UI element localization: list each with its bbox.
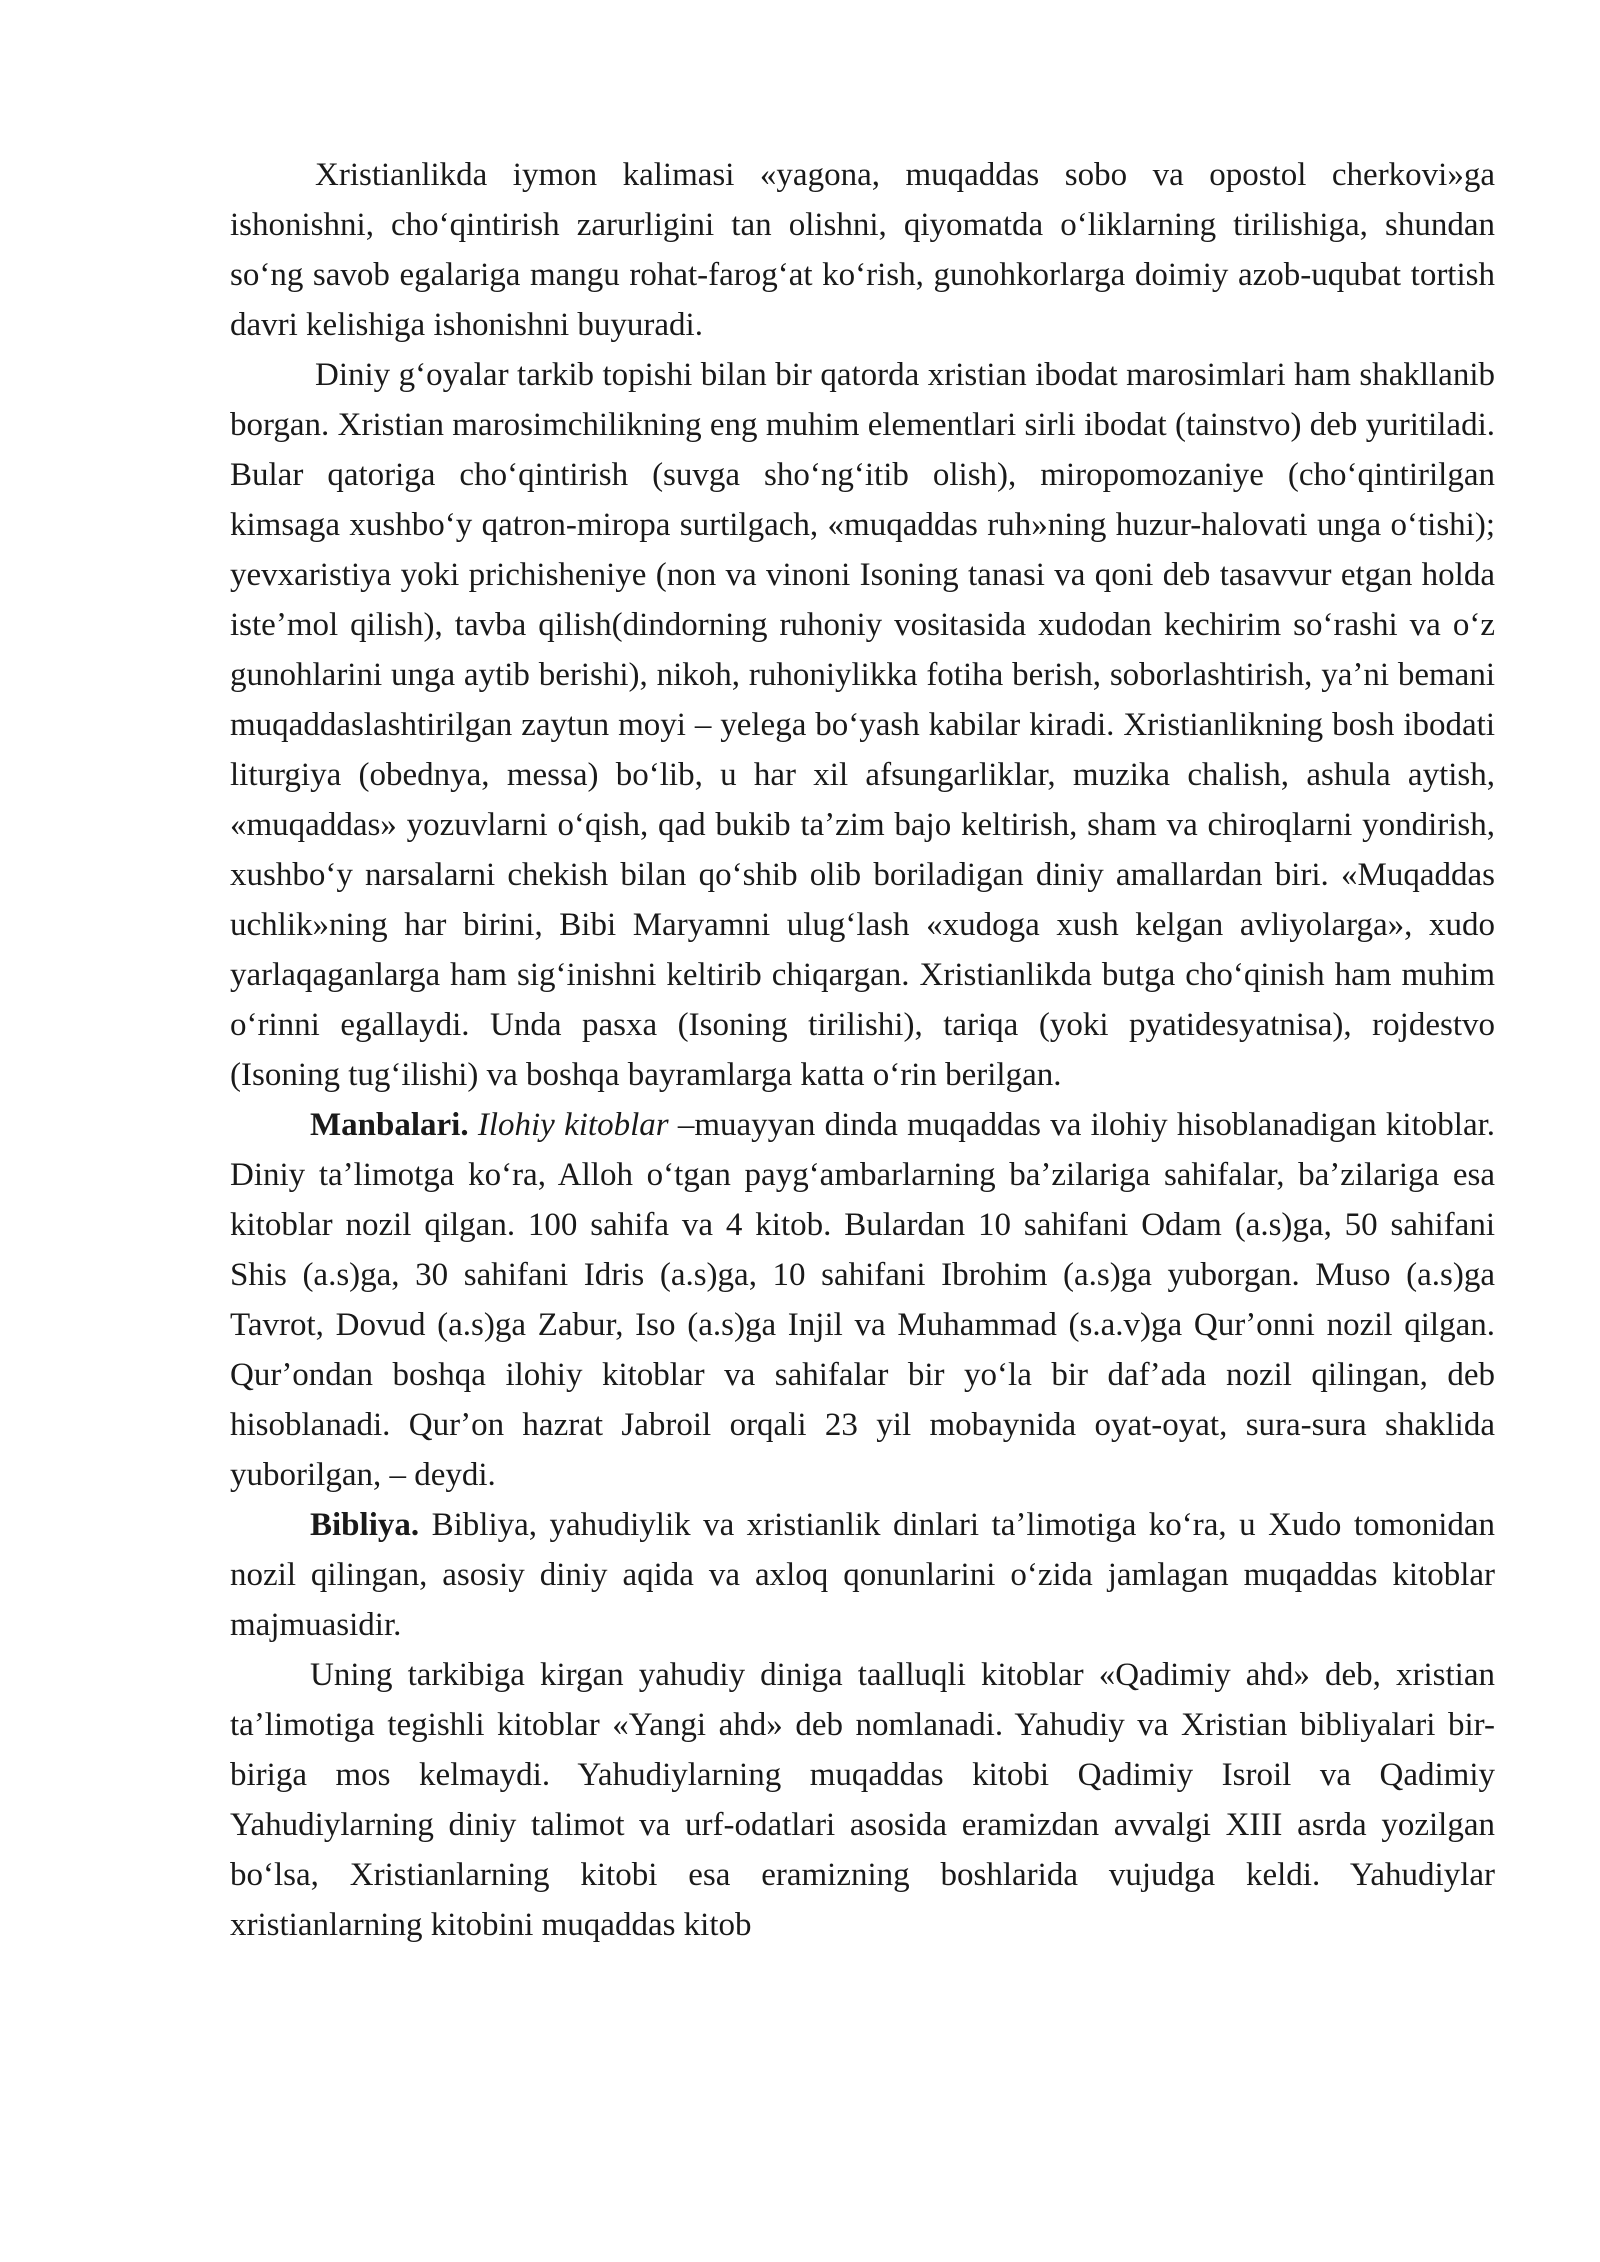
paragraph-sources (230, 1100, 1495, 1500)
paragraph-rituals (230, 350, 1495, 1100)
section-heading-sources: Manbalari. (310, 1107, 469, 1143)
paragraph-creed (230, 150, 1495, 350)
paragraph-text: Bibliya, yahudiylik va xristianlik dinlari taʼlimotiga koʻra, u Xudo tomonidan nozil qilingan, asosiy diniy aqida va axloq qonunlarini oʻzida jamlagan muqaddas kitoblar majmuasidir. (230, 1507, 1496, 1643)
document-page (230, 150, 1495, 1950)
paragraph-text: Uning tarkibiga kirgan yahudiy diniga taalluqli kitoblar «Qadimiy ahd» deb, xristian taʼlimotiga tegishli kitoblar «Yangi ahd» deb nomlanadi. Yahudiy va Xristian bibliyalari bir-biriga mos kelmaydi. Yahudiylarning muqaddas kitobi Qadimiy Isroil va Qadimiy Yahudiylarning diniy talimot va urf-odatlari asosida eramizdan avvalgi XIII asrda yozilgan boʻlsa, Xristianlarning kitobi esa eramizning boshlarida vujudga keldi. Yahudiylar xristianlarning kitobini muqaddas kitob (230, 1657, 1495, 1943)
paragraph-bible (230, 1500, 1495, 1650)
paragraph-testaments (230, 1650, 1495, 1950)
section-heading-bible: Bibliya. (310, 1507, 420, 1543)
paragraph-text: Diniy gʻoyalar tarkib topishi bilan bir qatorda xristian ibodat marosimlari ham shakllanib borgan. Xristian marosimchilikning eng muhim elementlari sirli ibodat (tainstvo) deb yuritiladi. Bular qatoriga choʻqintirish (suvga shoʻngʻitib olish), miropomozaniye (choʻqintirilgan kimsaga xushboʻy qatron-miropa surtilgach, «muqaddas ruh»ning huzur-halovati unga oʻtishi); yevxaristiya yoki prichisheniye (non va vinoni Isoning tanasi va qoni deb tasavvur etgan holda isteʼmol qilish), tavba qilish(dindorning ruhoniy vositasida xudodan kechirim soʻrashi va oʻz gunohlarini unga aytib berishi), nikoh, ruhoniylikka fotiha berish, soborlashtirish, yaʼni bemani muqaddaslashtirilgan zaytun moyi – yelega boʻyash kabilar kiradi. Xristianlikning bosh ibodati liturgiya (obednya, messa) boʻlib, u har xil afsungarliklar, muzika chalish, ashula aytish, «muqaddas» yozuvlarni oʻqish, qad bukib taʼzim bajo keltirish, sham va chiroqlarni yondirish, xushboʻy narsalarni chekish bilan qoʻshib olib boriladigan diniy amallardan biri. «Muqaddas uchlik»ning har birini, Bibi Maryamni ulugʻlash «xudoga xush kelgan avliyolarga», xudo yarlaqaganlarga ham sigʻinishni keltirib chiqargan. Xristianlikda butga choʻqinish ham muhim oʻrinni egallaydi. Unda pasxa (Isoning tirilishi), tariqa (yoki pyatidesyatnisa), rojdestvo (Isoning tugʻilishi) va boshqa bayramlarga katta oʻrin berilgan. (230, 357, 1495, 1093)
paragraph-text: –muayyan dinda muqaddas va ilohiy hisoblanadigan kitoblar. Diniy taʼlimotga koʻra, Alloh oʻtgan paygʻambarlarning baʼzilariga sahifalar, baʼzilariga esa kitoblar nozil qilgan. 100 sahifa va 4 kitob. Bulardan 10 sahifani Odam (a.s)ga, 50 sahifani Shis (a.s)ga, 30 sahifani Idris (a.s)ga, 10 sahifani Ibrohim (a.s)ga yuborgan. Muso (a.s)ga Tavrot, Dovud (a.s)ga Zabur, Iso (a.s)ga Injil va Muhammad (s.a.v)ga Qurʼonni nozil qilgan. Qurʼondan boshqa ilohiy kitoblar va sahifalar bir yoʻla bir dafʼada nozil qilingan, deb hisoblanadi. Qurʼon hazrat Jabroil orqali 23 yil mobaynida oyat-oyat, sura-sura shaklida yuborilgan, – deydi. (230, 1107, 1496, 1493)
paragraph-text: Xristianlikda iymon kalimasi «yagona, muqaddas sobo va opostol cherkovi»ga ishonishni, choʻqintirish zarurligini tan olishni, qiyomatda oʻliklarning tirilishiga, shundan soʻng savob egalariga mangu rohat-farogʻat koʻrish, gunohkorlarga doimiy azob-uqubat tortish davri kelishiga ishonishni buyuradi. (230, 157, 1495, 343)
term-divine-books: Ilohiy kitoblar (477, 1107, 669, 1143)
